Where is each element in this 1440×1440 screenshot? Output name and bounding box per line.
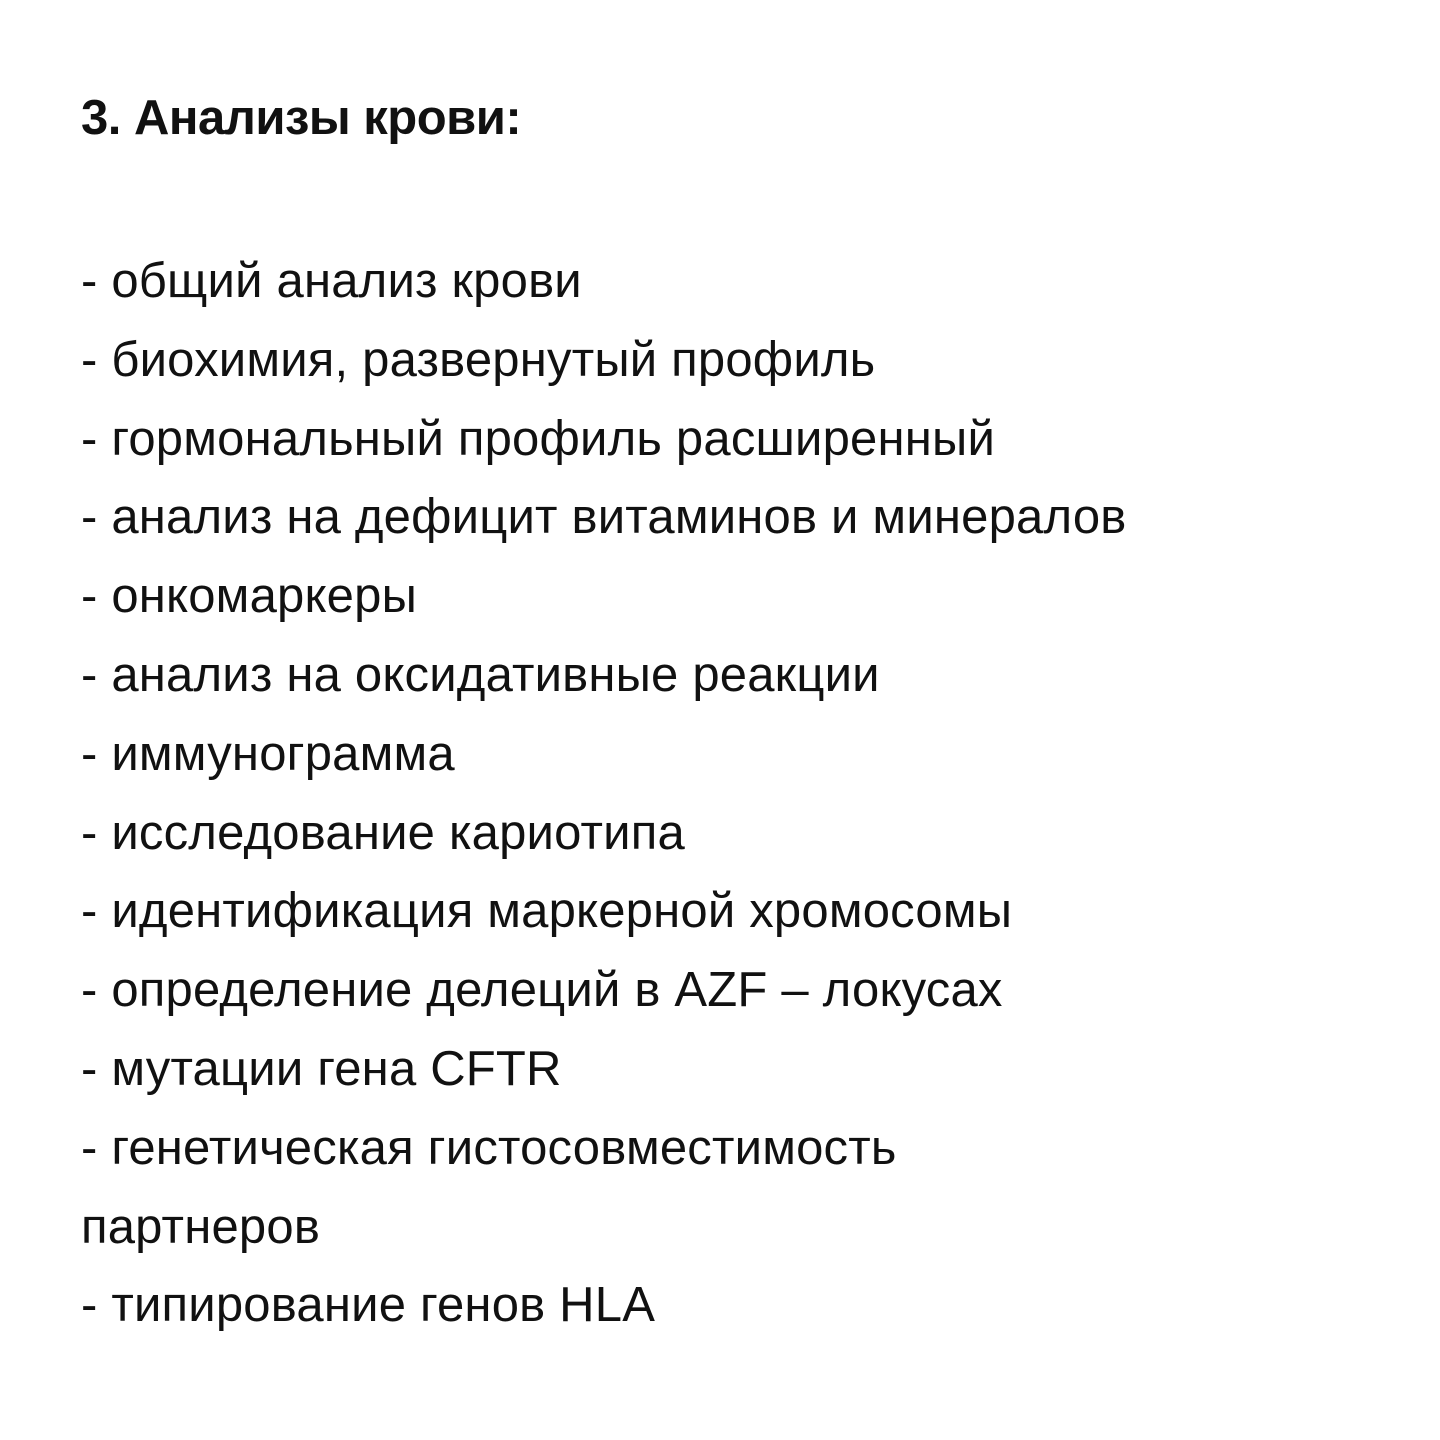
- list-item: - гормональный профиль расширенный: [81, 411, 996, 466]
- list-item: - общий анализ крови: [81, 254, 582, 308]
- blood-tests-list: [81, 242, 1381, 1345]
- list-item: - мутации гена CFTR: [81, 1041, 562, 1096]
- list-item: - определение делеций в AZF – локусах: [81, 963, 1003, 1018]
- list-item: - иммунограмма: [81, 726, 455, 781]
- list-item: - идентификация маркерной хромосомы: [81, 884, 1013, 939]
- list-item: - анализ на дефицит витаминов и минералов: [81, 490, 1127, 545]
- list-item-continuation: партнеров: [81, 1199, 321, 1254]
- list-item: - типирование генов HLA: [81, 1278, 656, 1333]
- list-item: - генетическая гистосовместимость: [81, 1120, 897, 1175]
- section-heading: 3. Анализы крови:: [81, 91, 522, 145]
- list-item: - анализ на оксидативные реакции: [81, 647, 880, 702]
- list-item: - онкомаркеры: [81, 569, 417, 624]
- list-item: - исследование кариотипа: [81, 805, 685, 860]
- list-item: - биохимия, развернутый профиль: [81, 332, 876, 387]
